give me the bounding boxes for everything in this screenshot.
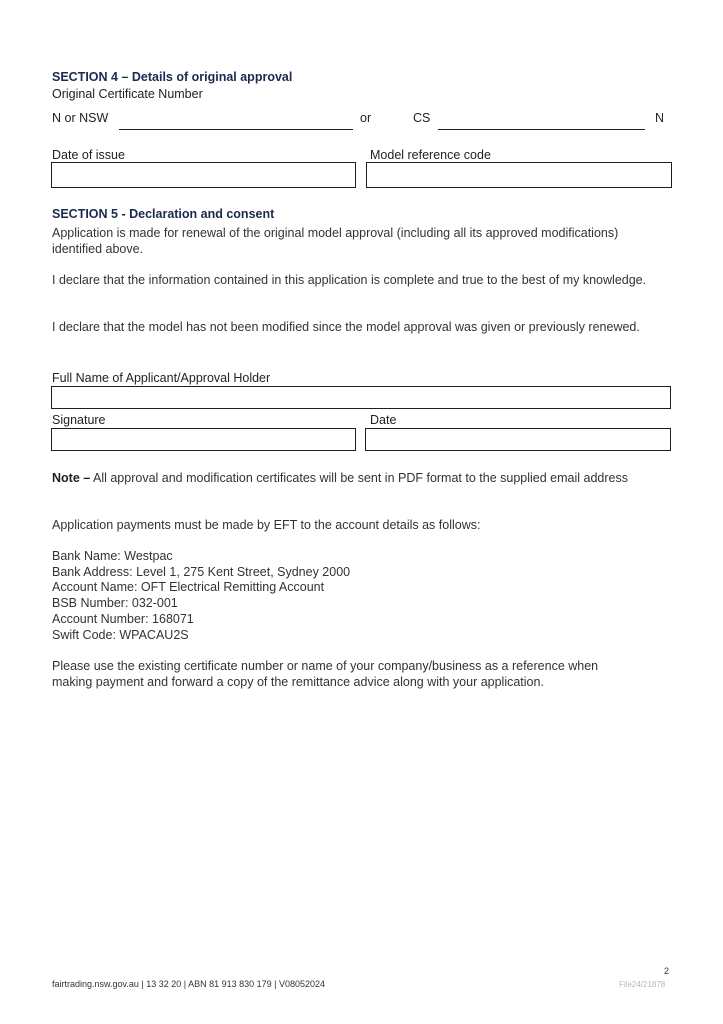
or-label: or [360,111,372,125]
declaration-para-2: I declare that the information contained in this application is complete and true to the best of my knowledge. [52,273,647,287]
date-of-issue-field[interactable] [51,162,356,188]
bank-address: Bank Address: Level 1, 275 Kent Street, Sydney 2000 [52,564,351,579]
n-or-nsw-label: N or NSW [52,111,109,125]
n-or-nsw-field[interactable] [119,129,353,130]
date-field[interactable] [365,428,671,451]
section4-subtitle: Original Certificate Number [52,87,203,101]
date-of-issue-label: Date of issue [52,148,125,162]
bank-name: Bank Name: Westpac [52,549,173,563]
footer-contact: fairtrading.nsw.gov.au | 13 32 20 | ABN 81 913 830 179 | V08052024 [52,979,326,989]
declaration-para-1: Application is made for renewal of the original model approval (including all its approved modifications) identified above. [52,226,619,256]
full-name-field[interactable] [51,386,671,409]
section5-title: SECTION 5 - Declaration and consent [52,207,275,221]
swift-code: Swift Code: WPACAU2S [52,627,189,642]
model-reference-field[interactable] [366,162,672,188]
model-reference-label: Model reference code [370,148,491,162]
section4-title: SECTION 4 – Details of original approval [52,70,293,84]
page-number: 2 [664,966,670,976]
note-text: All approval and modification certificates will be sent in PDF format to the supplied email address [90,471,628,485]
date-label: Date [370,413,397,427]
cs-label: CS [413,111,431,125]
payments-intro: Application payments must be made by EFT to the account details as follows: [52,518,481,532]
full-name-label: Full Name of Applicant/Approval Holder [52,371,271,385]
account-name: Account Name: OFT Electrical Remitting Account [52,580,325,595]
signature-label: Signature [52,413,106,427]
signature-field[interactable] [51,428,356,451]
reference-instructions: Please use the existing certificate number or name of your company/business as a reference when making payment and forward a copy of the remittance advice along with your application. [52,659,599,689]
file-reference: File24/21878 [619,980,666,989]
cs-field[interactable] [438,129,645,130]
bsb-number: BSB Number: 032-001 [52,596,178,611]
note-paragraph [52,471,662,487]
bank-details [52,549,350,643]
note-prefix: Note – [52,471,91,485]
declaration-para-3: I declare that the model has not been modified since the model approval was given or previously renewed. [52,320,640,334]
account-number: Account Number: 168071 [52,611,194,626]
n-suffix-label: N [655,111,665,125]
